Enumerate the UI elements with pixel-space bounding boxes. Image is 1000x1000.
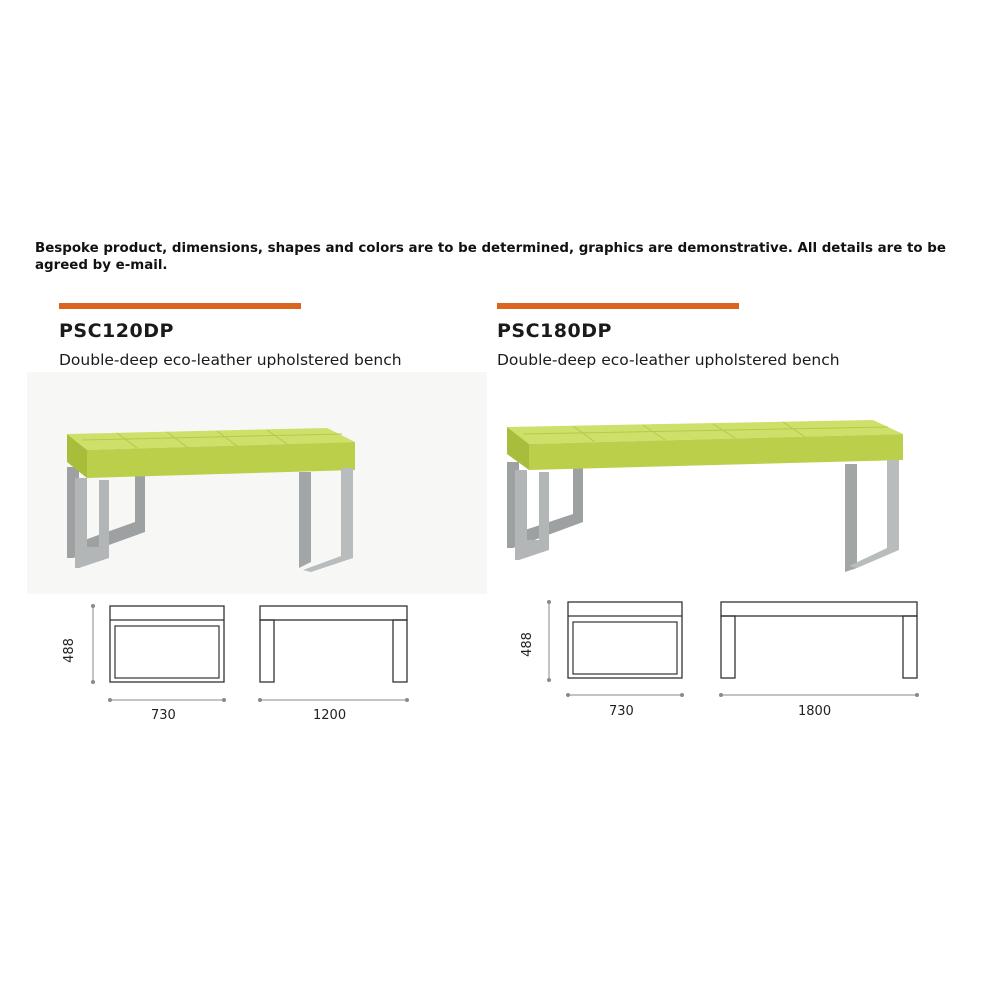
accent-bar — [497, 303, 739, 309]
height-dimension-label: 488 — [61, 638, 77, 663]
height-dimension-label: 488 — [519, 632, 535, 657]
depth-dimension-label: 730 — [151, 708, 176, 723]
dimension-drawings — [35, 600, 475, 720]
depth-dimension-label: 730 — [609, 704, 634, 719]
dimension-drawings — [473, 600, 933, 720]
width-dimension-label: 1800 — [798, 704, 832, 719]
accent-bar — [59, 303, 301, 309]
product-card-psc180dp — [473, 300, 913, 740]
bench-photo — [27, 372, 487, 594]
product-code: PSC120DP — [59, 320, 174, 342]
product-card-psc120dp — [35, 300, 475, 740]
product-code: PSC180DP — [497, 320, 612, 342]
disclaimer-notice: Bespoke product, dimensions, shapes and colors are to be determined, graphics are demonstrative. All details are to be agreed by e-mail. — [35, 241, 946, 273]
product-description: Double-deep eco-leather upholstered bench — [59, 351, 402, 369]
width-dimension-label: 1200 — [313, 708, 347, 723]
product-description: Double-deep eco-leather upholstered bench — [497, 351, 840, 369]
bench-photo — [493, 372, 933, 582]
